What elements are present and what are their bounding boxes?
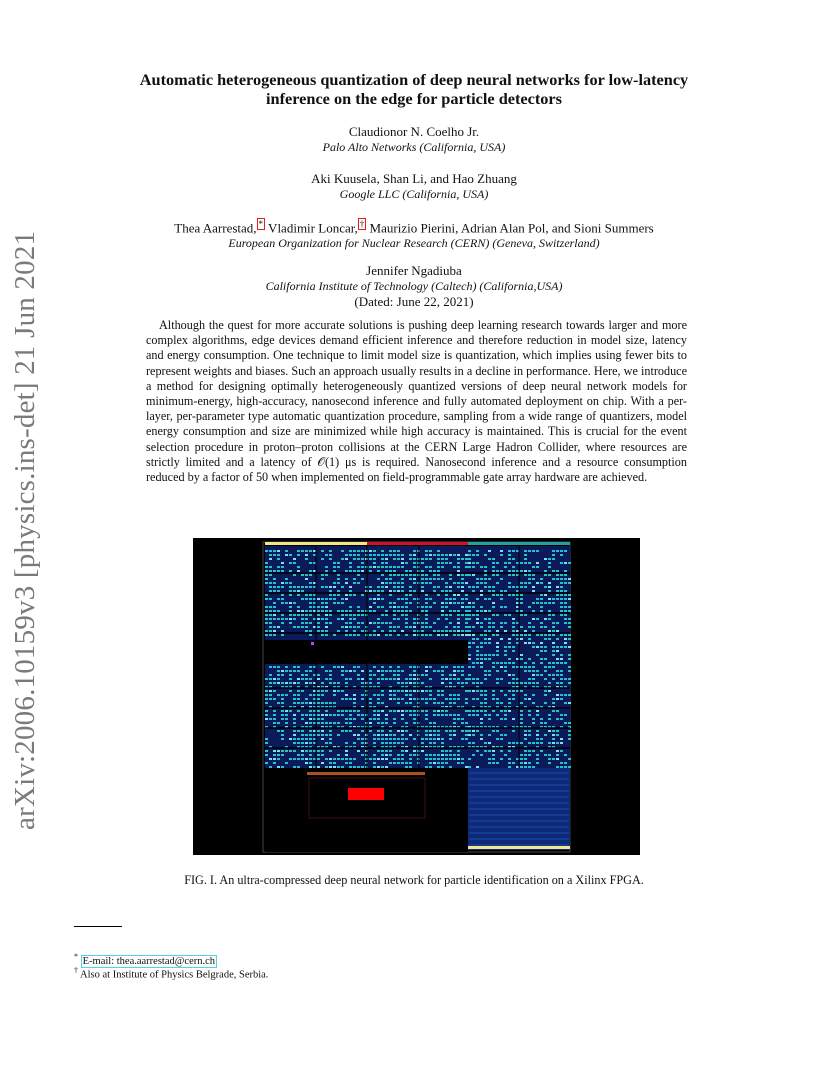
author-names: Thea Aarrestad, * Vladimir Loncar, † Maurizio Pierini, Adrian Alan Pol, and Sioni Summers [174,219,654,236]
fpga-top-stripe [367,542,468,545]
author-block-2 [60,171,768,202]
author-block-4 [60,263,768,310]
email-link[interactable]: E-mail: thea.aarrestad@cern.ch [82,955,216,967]
fpga-top-stripe [468,542,570,545]
author-block-1 [60,124,768,155]
footnote-1: * E-mail: thea.aarrestad@cern.ch [74,952,216,967]
author-names: Jennifer Ngadiuba [366,263,462,278]
author-affiliation: European Organization for Nuclear Research (CERN) (Geneva, Switzerland) [228,235,600,250]
fpga-figure [193,538,640,855]
fpga-wire [307,772,425,775]
author-block-3 [60,217,768,251]
fpga-bottom-stripe [468,846,570,849]
paper-title: Automatic heterogeneous quantization of deep neural networks for low-latency inference on the edge for particle detectors [139,70,689,108]
author-affiliation: Google LLC (California, USA) [339,186,489,201]
author-affiliation: California Institute of Technology (Caltech) (California,USA) [265,278,563,293]
author-names: Aki Kuusela, Shan Li, and Hao Zhuang [311,171,517,186]
author-affiliation: Palo Alto Networks (California, USA) [322,139,506,154]
fpga-marker [311,642,314,645]
figure-caption: FIG. I. An ultra-compressed deep neural network for particle identification on a Xilinx FPGA. [184,873,644,887]
paper-date: (Dated: June 22, 2021) [354,294,474,309]
footnote-link-star[interactable]: * [258,219,264,229]
fpga-top-stripe [265,542,367,545]
fpga-red-module [348,788,384,800]
abstract: Although the quest for more accurate solutions is pushing deep learning research towards larger and more complex algorithms, edge devices demand efficient inference and therefore reduction in model size, latency and energy consumption. One technique to limit model size is quantization, which implies using fewer bits to represent weights and biases. Such an approach usually results in a decline in performance. Here, we introduce a method for designing optimally heterogeneously quantized versions of deep neural network models for minimum-energy, high-accuracy, nanosecond inference and fully automated deployment on chip. With a per-layer, per-parameter type automatic quantization procedure, sampling from a wide range of quantizers, model energy consumption and size are minimized while high accuracy is maintained. This is crucial for the event selection procedure in proton–proton collisions at the CERN Large Hadron Collider, where resources are strictly limited and a latency of 𝒪(1) μs is required. Nanosecond inference and a resource consumption reduced by a factor of 50 when implemented on field-programmable gate array hardware are achieved. [146,318,687,485]
author-names: Claudionor N. Coelho Jr. [348,124,480,139]
fpga-layout-image [193,538,640,855]
footnote-rule [74,926,122,927]
footnote-link-dagger[interactable]: † [359,219,365,229]
footnote-2: † Also at Institute of Physics Belgrade, Serbia. [74,966,269,981]
